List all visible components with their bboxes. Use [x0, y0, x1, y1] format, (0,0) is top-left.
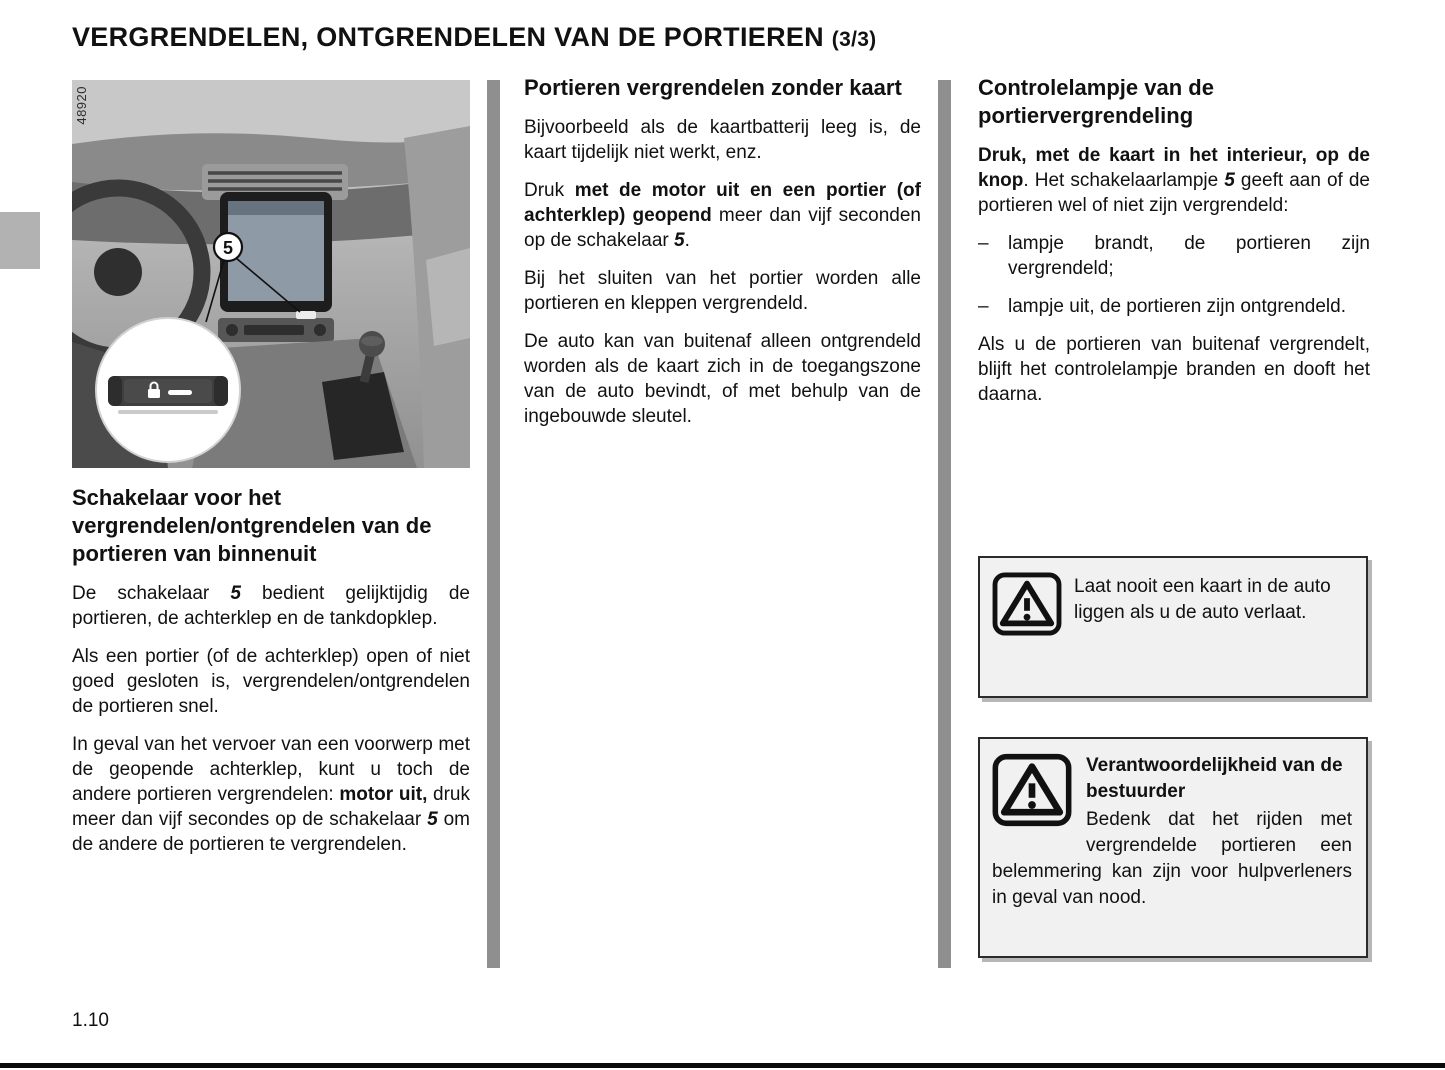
paragraph: Bijvoorbeeld als de kaartbatterij leeg is, de kaart tijdelijk niet werkt, enz.	[524, 117, 921, 163]
warning-icon	[992, 572, 1062, 636]
paragraph: Druk met de motor uit en een portier (of achterklep) geopend meer dan vijf seconden op de schakelaar 5.	[524, 180, 921, 251]
paragraph: De schakelaar 5 bedient gelijktijdig de portieren, de achterklep en de tankdopklep.	[72, 583, 471, 629]
switch-face	[124, 379, 212, 403]
bullet-dash: –	[978, 233, 989, 254]
dashboard-figure	[72, 80, 470, 468]
figure-code: 48920	[74, 86, 89, 125]
switch-shadow	[118, 410, 218, 414]
paragraph: Als u de portieren van buitenaf vergrendelt, blijft het controlelampje branden en dooft het daarna.	[978, 334, 1370, 405]
bullet-dash: –	[978, 296, 989, 317]
page-title-suffix: (3/3)	[831, 28, 877, 51]
paragraph: Bij het sluiten van het portier worden alle portieren en kleppen vergrendeld.	[524, 268, 921, 314]
warning-text: Bedenk dat het rijden met vergrendelde portieren een belemmering kan zijn voor hulpverleners in geval van nood.	[992, 809, 1352, 908]
column-divider-2	[938, 80, 951, 968]
paragraph: Als een portier (of de achterklep) open of niet goed gesloten is, vergrendelen/ontgrendelen de portieren snel.	[72, 646, 470, 717]
right-heading: Controlelampje van de portiervergrendeling	[978, 75, 1214, 128]
page-bottom-edge	[0, 1063, 1445, 1068]
left-heading: Schakelaar voor het vergrendelen/ontgrendelen van de portieren van binnenuit	[72, 485, 432, 566]
dashboard-illustration	[72, 80, 470, 468]
padlock-icon	[148, 389, 160, 398]
callout-label: 5	[222, 238, 234, 258]
steering-hub	[94, 248, 142, 296]
middle-column	[524, 74, 921, 442]
right-column	[978, 74, 1370, 420]
bullet-item	[978, 294, 1370, 319]
switch-end-right	[214, 376, 228, 406]
bullet-item	[978, 231, 1370, 281]
paragraph: De auto kan van buitenaf alleen ontgrendeld worden als de kaart zich in de toegangszone van de auto bevindt, of met behulp van de ingebouwde sleutel.	[524, 331, 921, 427]
paragraph: Druk, met de kaart in het interieur, op de knop. Het schakelaarlampje 5 geeft aan of de portieren wel of niet zijn vergrendeld:	[978, 145, 1370, 216]
bullet-text: lampje uit, de portieren zijn ontgrendeld.	[1008, 296, 1346, 317]
warning-heading: Verantwoordelijkheid van de bestuurder	[1086, 755, 1343, 802]
paragraph: In geval van het vervoer van een voorwerp met de geopende achterklep, kunt u toch de andere portieren vergrendelen: motor uit, druk meer dan vijf secondes op de schakelaar 5 om de andere de portieren te vergrendelen.	[72, 734, 470, 855]
left-column	[72, 484, 470, 870]
touchscreen-statusbar	[228, 201, 324, 215]
column-divider-1	[487, 80, 500, 968]
warning-icon	[992, 753, 1074, 857]
warning-triangle-icon	[992, 753, 1072, 827]
gear-knob-top	[361, 336, 383, 346]
page-number: 1.10	[72, 1010, 109, 1031]
switch-bar	[168, 390, 192, 395]
warning-box-responsibility	[978, 737, 1368, 958]
page-title-text: VERGRENDELEN, ONTGRENDELEN VAN DE PORTIEREN	[72, 22, 824, 52]
warning-text: Laat nooit een kaart in de auto liggen als u de auto verlaat.	[1074, 576, 1331, 623]
warning-box-card	[978, 556, 1368, 698]
page-title	[72, 22, 876, 53]
section-tab	[0, 212, 40, 269]
switch-end-left	[108, 376, 122, 406]
middle-heading: Portieren vergrendelen zonder kaart	[524, 75, 902, 100]
bullet-text: lampje brandt, de portieren zijn vergrendeld;	[1008, 233, 1370, 279]
